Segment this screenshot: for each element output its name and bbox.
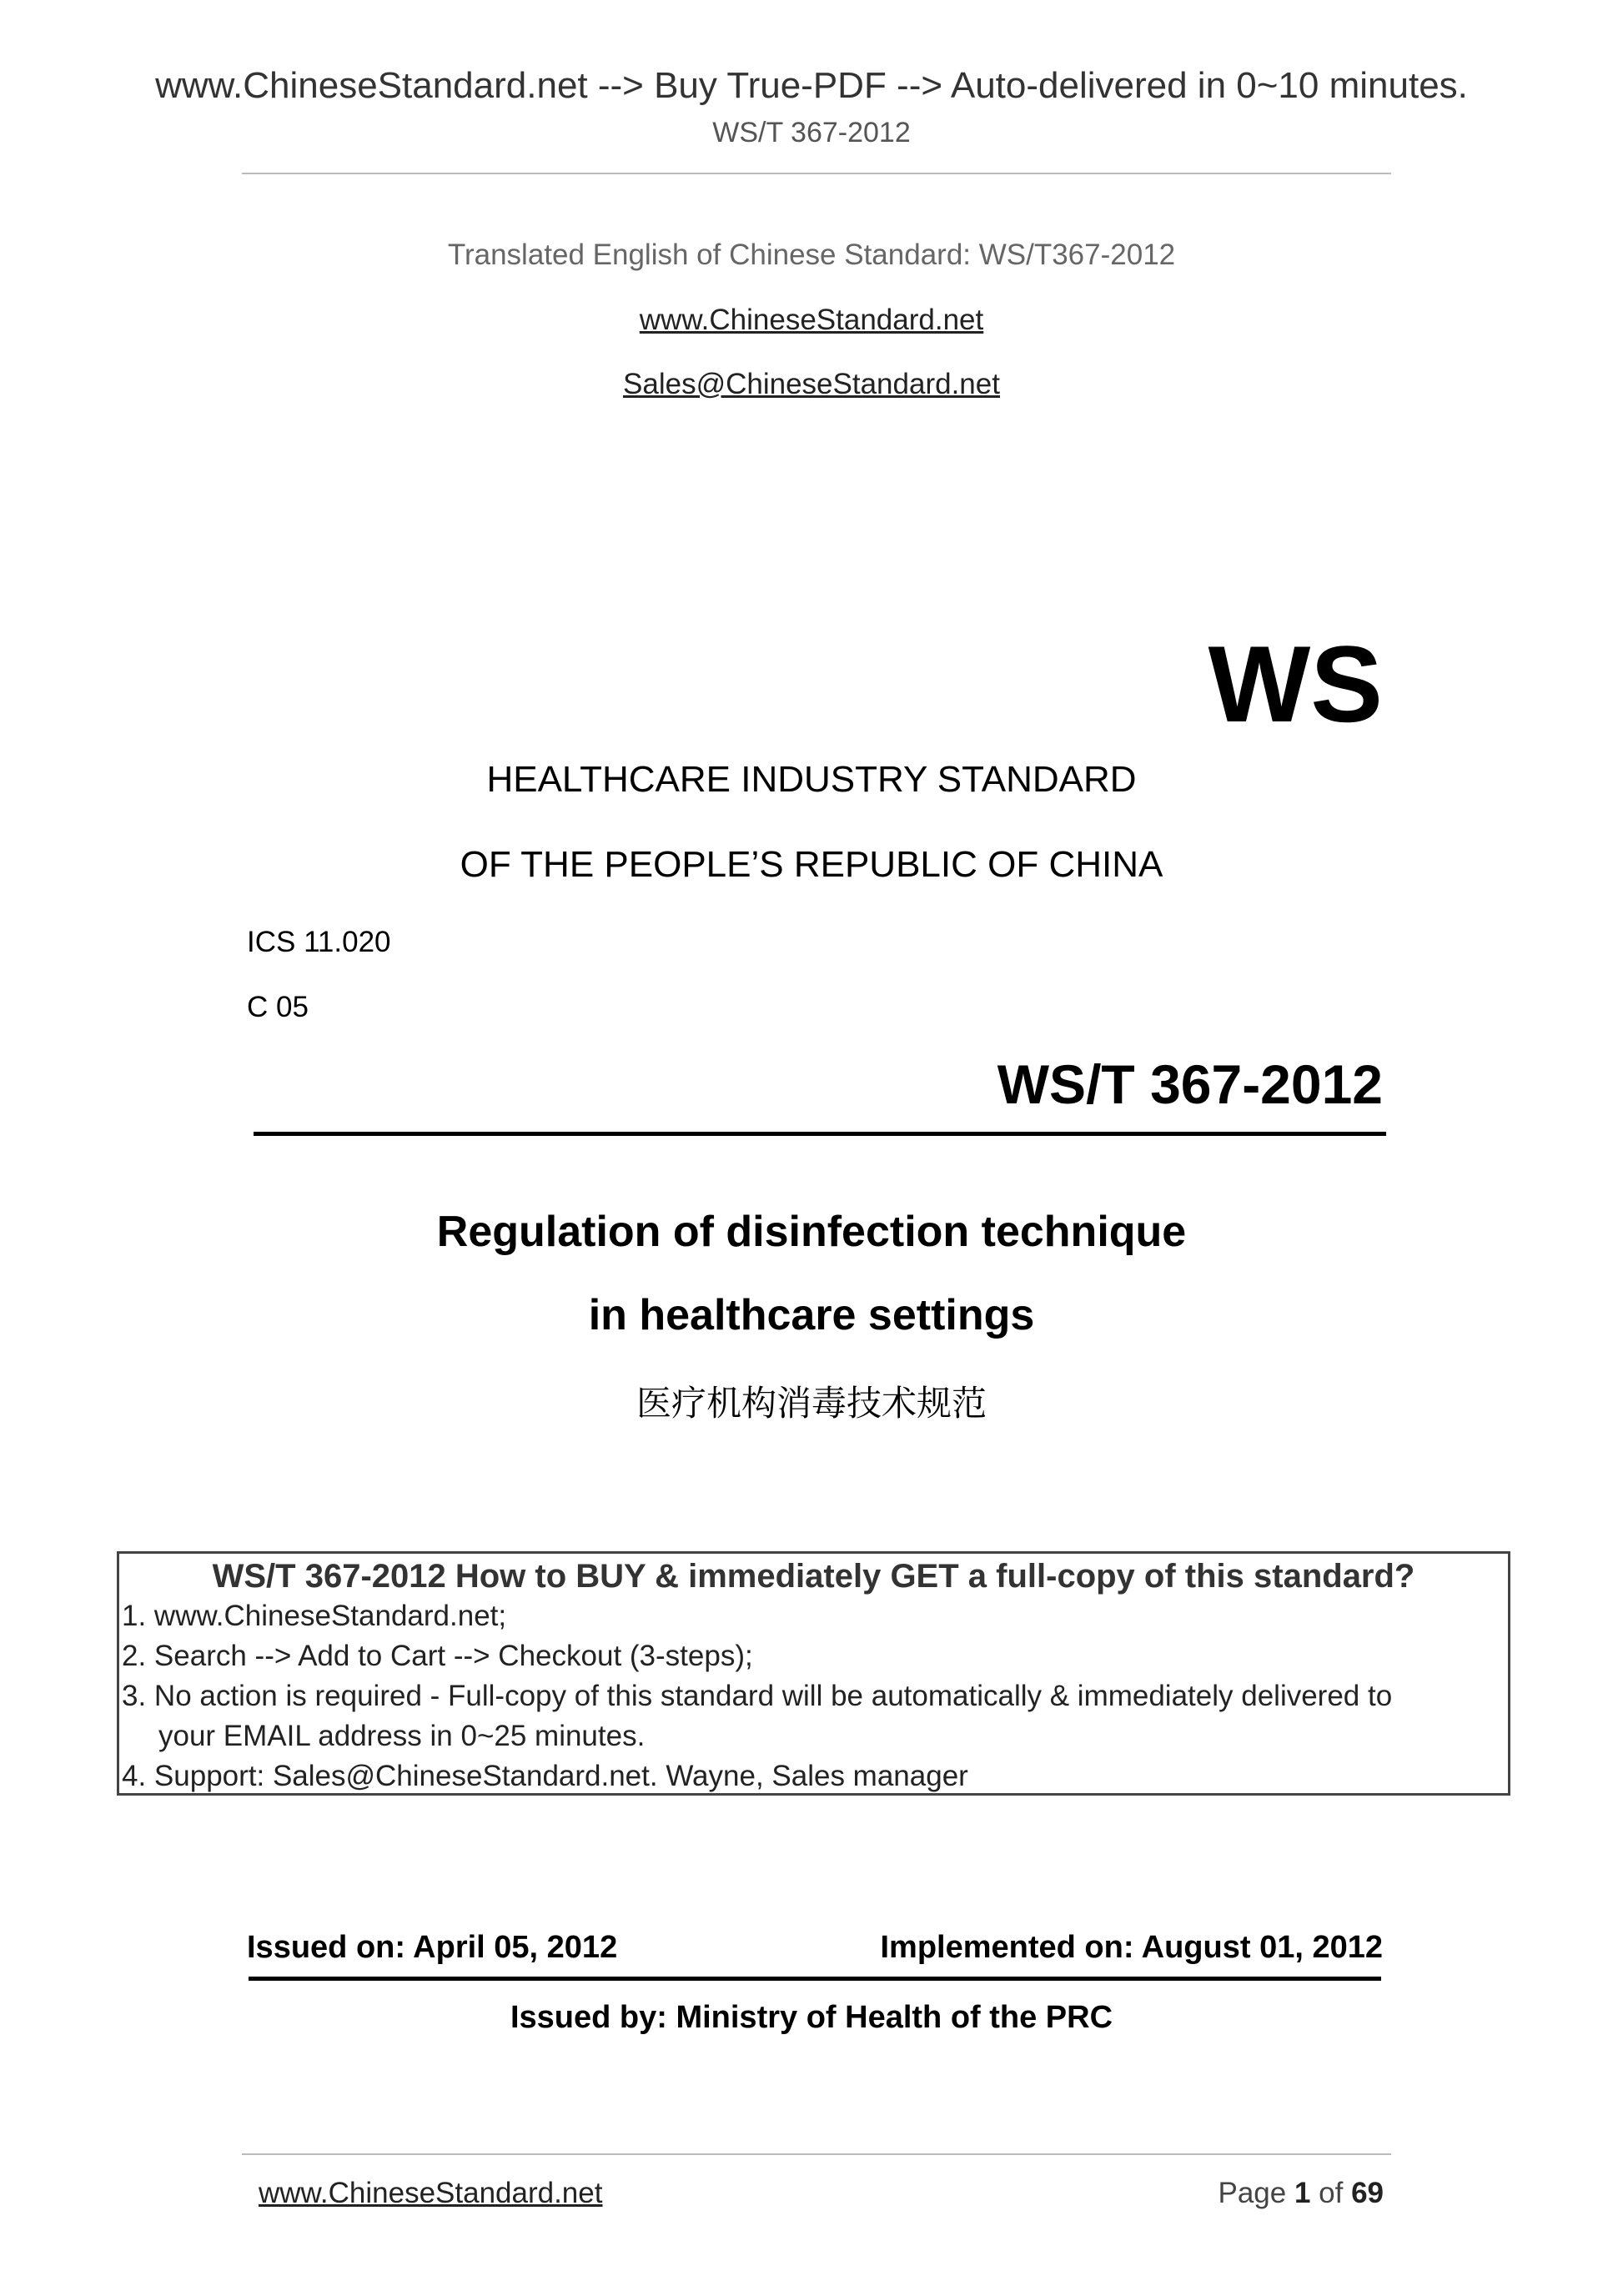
header-divider [242,173,1391,174]
standard-number: WS/T 367-2012 [997,1053,1383,1115]
buy-step-2: 2. Search --> Add to Cart --> Checkout (3-steps); [122,1640,753,1672]
heading-line2: OF THE PEOPLE’S REPUBLIC OF CHINA [460,844,1163,885]
buy-step-1: 1. www.ChineseStandard.net; [122,1600,507,1632]
page-indicator [1218,2177,1384,2210]
ics-code: ICS 11.020 [247,926,391,958]
issued-date: Issued on: April 05, 2012 [247,1930,618,1965]
buy-step-4: 4. Support: Sales@ChineseStandard.net. Wayne, Sales manager [122,1760,968,1792]
footer-website-link[interactable]: www.ChineseStandard.net [259,2177,603,2209]
buy-step-3-cont: your EMAIL address in 0~25 minutes. [158,1720,646,1752]
translated-note: Translated English of Chinese Standard: WS/T367-2012 [447,239,1176,271]
footer-divider [242,2153,1391,2155]
dates-divider [249,1977,1381,1981]
title-divider [254,1132,1386,1136]
ws-logo-text: WS [1208,623,1383,745]
implemented-date: Implemented on: August 01, 2012 [880,1930,1383,1965]
header-banner: www.ChineseStandard.net --> Buy True-PDF --> Auto-delivered in 0~10 minutes. [155,65,1468,106]
email-link[interactable]: Sales@ChineseStandard.net [623,368,1000,400]
title-chinese: 医疗机构消毒技术规范 [636,1383,987,1424]
title-line2: in healthcare settings [588,1291,1035,1339]
page-total: 69 [1351,2177,1384,2209]
website-link[interactable]: www.ChineseStandard.net [639,304,984,336]
page-current: 1 [1294,2177,1311,2209]
page-prefix: Page [1218,2177,1294,2209]
header-doc-code: WS/T 367-2012 [712,117,911,148]
page-mid: of [1310,2177,1352,2209]
buy-box-title: WS/T 367-2012 How to BUY & immediately GET a full-copy of this standard? [212,1558,1415,1595]
title-line1: Regulation of disinfection technique [436,1208,1187,1256]
issued-by: Issued by: Ministry of Health of the PRC [510,2000,1113,2035]
buy-step-3: 3. No action is required - Full-copy of this standard will be automatically & immediately delivered to [122,1680,1393,1712]
heading-line1: HEALTHCARE INDUSTRY STANDARD [486,759,1137,800]
ccs-code: C 05 [247,991,309,1023]
